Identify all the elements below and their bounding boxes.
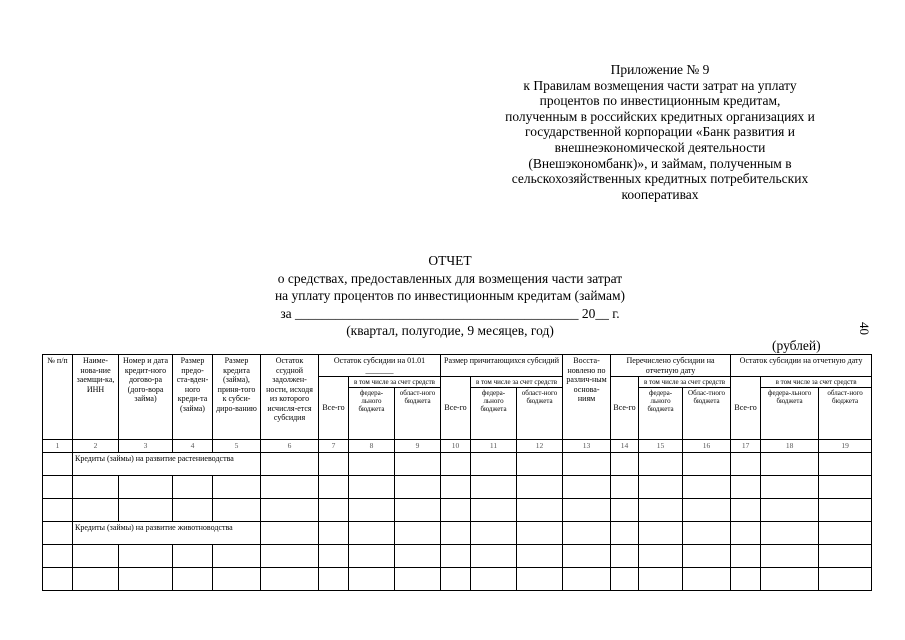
table-cell (43, 545, 73, 568)
table-row (43, 499, 872, 522)
table-cell (819, 568, 872, 591)
col-header: Остаток ссудной задолжен-ности, исходя из которого исчисля-ется субсидия (261, 355, 319, 440)
report-title: ОТЧЕТ (428, 253, 472, 268)
appendix-line: кооперативах (621, 186, 699, 202)
column-number: 3 (119, 440, 173, 453)
table-cell (73, 476, 119, 499)
table-cell (213, 499, 261, 522)
section-row (43, 453, 872, 476)
column-number: 18 (761, 440, 819, 453)
column-number: 5 (213, 440, 261, 453)
appendix-line: (Внешэкономбанк)», и займам, полученным в (528, 155, 792, 171)
col-group-header: Перечислено субсидии на отчетную дату (611, 355, 731, 377)
column-number: 11 (471, 440, 517, 453)
col-subheader: в том числе за счет средств (761, 377, 872, 388)
table-cell (683, 499, 731, 522)
table-cell (319, 499, 349, 522)
table-cell (173, 568, 213, 591)
table-cell (73, 499, 119, 522)
table-cell (395, 453, 441, 476)
page-number: 40 (857, 322, 872, 335)
units-label: (рублей) (772, 338, 821, 353)
appendix-line: сельскохозяйственных кредитных потребительских (511, 171, 809, 187)
table-cell (639, 545, 683, 568)
table-cell (731, 499, 761, 522)
table-cell (731, 476, 761, 499)
column-number: 15 (639, 440, 683, 453)
column-number: 13 (563, 440, 611, 453)
table-row (43, 568, 872, 591)
table-cell (563, 522, 611, 545)
column-number: 9 (395, 440, 441, 453)
column-number: 7 (319, 440, 349, 453)
col-header: Размер предо-ста-вден-ного креди-та (займа) (173, 355, 213, 440)
appendix-line: Приложение № 9 (610, 62, 710, 77)
table-cell (611, 453, 639, 476)
column-number: 10 (441, 440, 471, 453)
table-cell (517, 522, 563, 545)
table-cell (761, 522, 819, 545)
table-cell (319, 522, 349, 545)
header-row (43, 355, 872, 377)
table-cell (731, 568, 761, 591)
table-cell (441, 499, 471, 522)
table-cell (517, 476, 563, 499)
col-header: № п/п (43, 355, 73, 440)
table-cell (471, 499, 517, 522)
col-subheader: в том числе за счет средств (471, 377, 563, 388)
table-cell (563, 453, 611, 476)
col-header: Все-го (611, 377, 639, 440)
report-subtitle: о средствах, предоставленных для возмещения части затрат (277, 270, 623, 286)
table-cell (441, 476, 471, 499)
column-number: 14 (611, 440, 639, 453)
table-cell (639, 522, 683, 545)
table-cell (761, 499, 819, 522)
table-cell (441, 522, 471, 545)
col-subheader: област-ного бюджета (517, 388, 563, 440)
table-cell (517, 499, 563, 522)
table-cell (173, 545, 213, 568)
table-cell (563, 499, 611, 522)
table-cell (517, 568, 563, 591)
col-subheader: федера-льного бюджета (349, 388, 395, 440)
col-group-header: Остаток субсидии на 01.01 _______ (319, 355, 441, 377)
column-number: 12 (517, 440, 563, 453)
table-cell (563, 568, 611, 591)
table-cell (349, 499, 395, 522)
column-number: 4 (173, 440, 213, 453)
table-cell (349, 453, 395, 476)
table-cell (819, 453, 872, 476)
table-cell (819, 545, 872, 568)
table-cell (471, 522, 517, 545)
table-cell (261, 453, 319, 476)
report-title-block (190, 252, 710, 340)
table-cell (395, 476, 441, 499)
table-row (43, 545, 872, 568)
table-cell (261, 568, 319, 591)
table-cell (761, 545, 819, 568)
section-label: Кредиты (займы) на развитие растениеводства (73, 453, 261, 476)
col-group-header: Остаток субсидии на отчетную дату (731, 355, 872, 377)
col-subheader: федера-льного бюджета (639, 388, 683, 440)
appendix-line: к Правилам возмещения части затрат на уплату (523, 77, 797, 93)
appendix-line: государственной корпорации «Банк развития и (525, 124, 795, 140)
table-cell (395, 545, 441, 568)
table-cell (261, 522, 319, 545)
table-cell (395, 568, 441, 591)
table-cell (173, 499, 213, 522)
col-subheader: област-ного бюджета (819, 388, 872, 440)
table-cell (563, 476, 611, 499)
appendix-line: процентов по инвестиционным кредитам, (539, 93, 781, 109)
table-cell (395, 499, 441, 522)
table-cell (261, 545, 319, 568)
table-cell (611, 545, 639, 568)
report-period-hint: (квартал, полугодие, 9 месяцев, год) (346, 323, 554, 338)
section-row (43, 522, 872, 545)
table-cell (119, 545, 173, 568)
table-cell (517, 453, 563, 476)
appendix-header (460, 62, 860, 202)
table-cell (319, 568, 349, 591)
table-cell (611, 499, 639, 522)
table-cell (43, 568, 73, 591)
table-cell (471, 545, 517, 568)
report-table (42, 354, 872, 591)
table-cell (213, 545, 261, 568)
table-cell (261, 499, 319, 522)
table-cell (819, 522, 872, 545)
table-cell (43, 522, 73, 545)
table-cell (395, 522, 441, 545)
column-number: 19 (819, 440, 872, 453)
col-subheader: област-ного бюджета (395, 388, 441, 440)
table-cell (761, 476, 819, 499)
table-cell (349, 476, 395, 499)
table-cell (119, 476, 173, 499)
table-cell (261, 476, 319, 499)
column-number: 16 (683, 440, 731, 453)
table-cell (731, 453, 761, 476)
table-cell (639, 453, 683, 476)
table-cell (683, 522, 731, 545)
col-header: Все-го (319, 377, 349, 440)
table-cell (319, 476, 349, 499)
appendix-line: внешнеэкономической деятельности (554, 139, 766, 155)
col-header: Размер кредита (займа), приня-того к субси-диро-ванию (213, 355, 261, 440)
table-cell (563, 545, 611, 568)
table-cell (611, 476, 639, 499)
table-cell (441, 545, 471, 568)
table-cell (761, 453, 819, 476)
table-cell (683, 568, 731, 591)
col-group-header: Размер причитающихся субсидий (441, 355, 563, 377)
table-cell (441, 568, 471, 591)
table-cell (349, 545, 395, 568)
table-cell (639, 568, 683, 591)
table-cell (471, 568, 517, 591)
table-cell (213, 476, 261, 499)
table-cell (639, 499, 683, 522)
col-subheader: Облас-тного бюджета (683, 388, 731, 440)
section-label: Кредиты (займы) на развитие животноводства (73, 522, 261, 545)
table-cell (173, 476, 213, 499)
col-header: Номер и дата кредит-ного догово-ра (дого-вора займа) (119, 355, 173, 440)
table-cell (819, 499, 872, 522)
table-cell (349, 522, 395, 545)
table-row (43, 476, 872, 499)
column-number: 2 (73, 440, 119, 453)
col-header: Все-го (731, 377, 761, 440)
table-cell (349, 568, 395, 591)
table-cell (731, 545, 761, 568)
table-cell (761, 568, 819, 591)
table-cell (471, 476, 517, 499)
table-cell (213, 568, 261, 591)
column-number: 17 (731, 440, 761, 453)
table-cell (819, 476, 872, 499)
table-cell (119, 499, 173, 522)
table-cell (73, 568, 119, 591)
table-cell (119, 568, 173, 591)
col-header: Все-го (441, 377, 471, 440)
table-cell (731, 522, 761, 545)
table-cell (611, 522, 639, 545)
table-cell (43, 476, 73, 499)
table-cell (683, 453, 731, 476)
report-period: за __________________________________________ 20__ г. (280, 305, 620, 321)
table-cell (43, 499, 73, 522)
col-subheader: федера-льного бюджета (471, 388, 517, 440)
col-subheader: в том числе за счет средств (639, 377, 731, 388)
col-header: Восста-новлено по различ-ным основа-ниям (563, 355, 611, 440)
report-subtitle: на уплату процентов по инвестиционным кредитам (займам) (274, 288, 626, 303)
column-number: 6 (261, 440, 319, 453)
column-number: 1 (43, 440, 73, 453)
table-cell (611, 568, 639, 591)
table-cell (319, 453, 349, 476)
table-cell (43, 453, 73, 476)
col-header: Наиме-нова-ние заемщи-ка, ИНН (73, 355, 119, 440)
table-cell (441, 453, 471, 476)
col-subheader: в том числе за счет средств (349, 377, 441, 388)
table-cell (73, 545, 119, 568)
table-cell (683, 476, 731, 499)
col-subheader: федера-льного бюджета (761, 388, 819, 440)
table-cell (471, 453, 517, 476)
table-cell (319, 545, 349, 568)
table-cell (639, 476, 683, 499)
column-number-row (43, 440, 872, 453)
table-cell (683, 545, 731, 568)
table-cell (517, 545, 563, 568)
appendix-line: полученным в российских кредитных организациях и (505, 108, 815, 124)
column-number: 8 (349, 440, 395, 453)
